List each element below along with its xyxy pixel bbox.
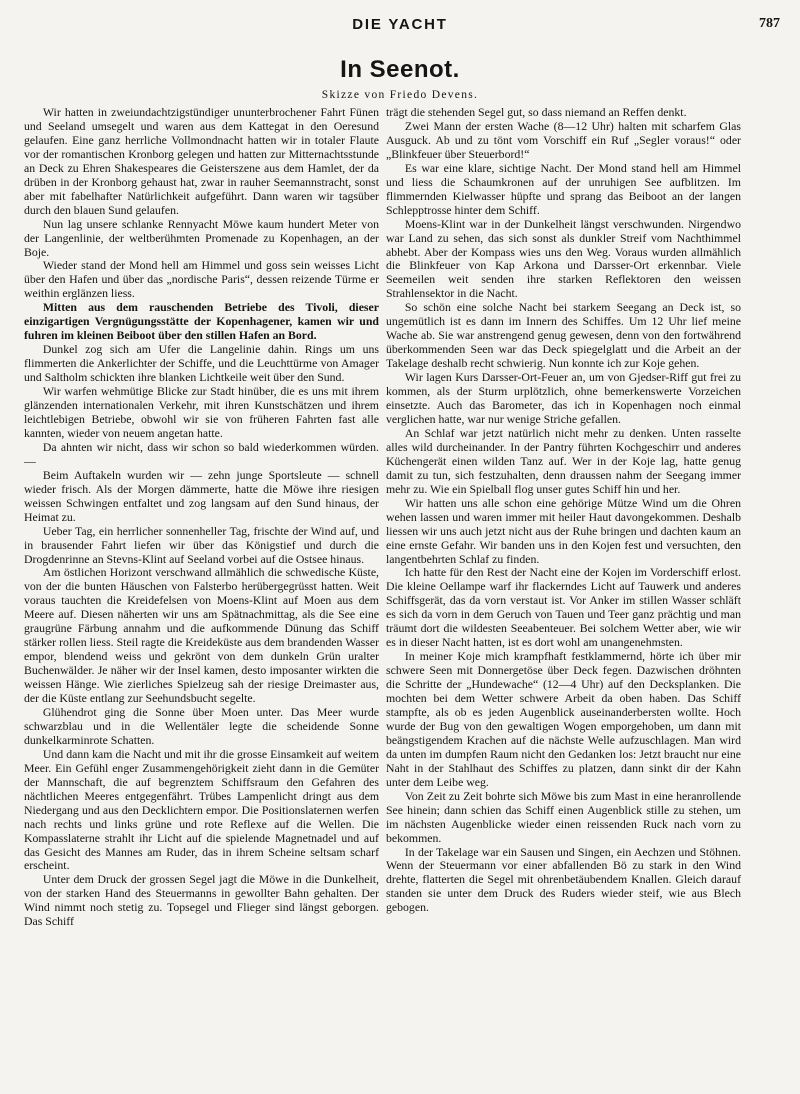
paragraph: Nun lag unsere schlanke Rennyacht Möwe kaum hundert Meter von der Langenlinie, der weltberühmten Promenade zu Kopenhagen, an der Boje. [24, 216, 379, 259]
paragraph: Von Zeit zu Zeit bohrte sich Möwe bis zum Mast in eine heranrollende See hinein; dann schien das Schiff einen Augenblick stille zu stehen, um im nächsten Augenblicke wieder einen reissenden Ruck nach vorn zu bekommen. [386, 788, 741, 845]
paragraph: Dunkel zog sich am Ufer die Langelinie dahin. Rings um uns flimmerten die Ankerlichter der Schiffe, und die Leuchttürme von Amager und Saltholm schickten ihre blanken Lichtkeile weit über den Sund. [24, 342, 379, 385]
paragraph: Ueber Tag, ein herrlicher sonnenheller Tag, frischte der Wind auf, und in brausender Fahrt liefen wir über das Königstief und durch die Drogdenrinne an Stevns-Klint auf Seeland vorbei auf die Ostsee hinaus. [24, 523, 379, 566]
paragraph: Wir warfen wehmütige Blicke zur Stadt hinüber, die es uns mit ihrem glänzenden internationalen Verkehr, mit ihren Kunstschätzen und ihrem leichtlebigen Betriebe, obwohl wir sie von früheren Fahrten fast alle kannten, wieder von neuem angetan hatte. [24, 384, 379, 440]
paragraph: In meiner Koje mich krampfhaft festklammernd, hörte ich über mir schwere Seen mit Donnergetöse über Deck fegen. Dazwischen dröhnten die Schritte der „Hundewache“ (12—4 Uhr) auf den Decksplanken. Die mochten bei dem Wetter schwere Arbeit da oben haben. Das Schiff stampfte, als ob es jeden Augenblick auseinanderbersten wollte. Hoch wurde der Bug von den gewaltigen Wogen emporgehoben, um dann mit beängstigendem Krachen auf die nächste Welle aufzuschlagen. Man wird da unten im dumpfen Raum nicht den Gedanken los: Jetzt braucht nur eine Naht in der Stahlhaut des Schiffes zu platzen, dann sinkt dir der Kahn unter dem Leibe weg. [386, 649, 741, 789]
paragraph: trägt die stehenden Segel gut, so dass niemand an Reffen denkt. [386, 105, 687, 119]
paragraph: Wieder stand der Mond hell am Himmel und goss sein weisses Licht über den Hafen und über das „nordische Paris“, dessen reizende Türme er weithin erglänzen liess. [24, 258, 379, 301]
page-number: 787 [759, 16, 780, 31]
paragraph: Beim Auftakeln wurden wir — zehn junge Sportsleute — schnell wieder frisch. Als der Morgen dämmerte, hatte die Möwe ihre riesigen weissen Schwingen entfaltet und zog langsam auf den Sund hinaus, der Heimat zu. [24, 467, 379, 524]
paragraph: Am östlichen Horizont verschwand allmählich die schwedische Küste, von der die bunten Häuschen von Falsterbo herübergegrüsst hatten. Weit voraus tauchten die Kreidefelsen von Moens-Klint auf Moen aus dem Meere auf. Diesen näherten wir uns am Spätnachmittag, als die See eine graugrüne Färbung annahm und die aufkommende Dünung das Schiff stärker rollen liess. Steil ragte die Kreideküste aus dem brandenden Wasser empor, blendend weiss und gekrönt von dem dunkeln Grün uralter Buchenwälder. Je näher wir der Insel kamen, desto imposanter wirkten die weissen Hänge. Wie zierliches Spielzeug sah der riesige Dreimaster aus, der die Küste entlang zur Seehundsbucht segelte. [24, 565, 379, 706]
paragraph: In der Takelage war ein Sausen und Singen, ein Aechzen und Stöhnen. Wenn der Steuermann vor einer abfallenden Bö zu stark in den Wind drehte, flatterten die Segel mit ohrenbetäubendem Knallen. Gleich darauf standen sie unter dem Druck des Ruders wieder steif, wie aus Blech gebogen. [386, 844, 741, 915]
article-byline: Skizze von Friedo Devens. [321, 89, 479, 101]
paragraph: Wir hatten uns alle schon eine gehörige Mütze Wind um die Ohren wehen lassen und waren immer mit heiler Haut davongekommen. Deshalb liessen wir uns auch jetzt nicht aus der Ruhe bringen und dachten kaum an eine ernste Gefahr. Wir banden uns in den Kojen fest und versuchten, den langentbehrten Schlaf zu finden. [386, 495, 741, 566]
left-column [24, 106, 379, 929]
paragraph: An Schlaf war jetzt natürlich nicht mehr zu denken. Unten rasselte alles wild durcheinander. In der Pantry führten Kochgeschirr und anderes Küchengerät einen wilden Tanz auf. Wer in der Koje lag, hatte genug damit zu tun, sich festzuhalten, denn draussen nahm der Seegang immer mehr zu. Wie ein Spielball flog unser gutes Schiff hin und her. [386, 425, 741, 496]
paragraph: Unter dem Druck der grossen Segel jagt die Möwe in die Dunkelheit, von der starken Hand des Steuermanns in gewollter Bahn gehalten. Der Wind nimmt noch stetig zu. Topsegel und Flieger sind längst geborgen. Das Schiff [24, 872, 379, 929]
paragraph: Mitten aus dem rauschenden Betriebe des Tivoli, dieser einzigartigen Vergnügungsstätte der Kopenhagener, kamen wir und fuhren im kleinen Beiboot über den stillen Hafen an Bord. [24, 300, 379, 343]
right-column [386, 106, 741, 915]
paragraph: Ich hatte für den Rest der Nacht eine der Kojen im Vorderschiff erlost. Die kleine Oellampe warf ihr flackerndes Licht auf Tauwerk und anderes Schiffsgerät, das da vorn verstaut ist. Vor Anker im stillen Wasser schläft es sich da vorn in dem Geruch von Tauen und Teer ganz prächtig und man träumt dort die wildesten Seeabenteuer. Bei solchem Wetter aber, wie wir es in dieser Nacht hatten, ist es dort wohl am unangenehmsten. [386, 565, 741, 650]
article-title: In Seenot. [340, 56, 460, 83]
paragraph: Und dann kam die Nacht und mit ihr die grosse Einsamkeit auf weitem Meer. Ein Gefühl enger Zusammengehörigkeit zieht dann in die Gemüter der Mannschaft, die auf begrenztem Schiffsraum den Gefahren des nächtlichen Meeres entgegenfährt. Trübes Lampenlicht dringt aus dem Niedergang und aus den Decklichtern empor. Die Positionslaternen werfen nach rechts und links grüne und rote Reflexe auf die Wellen. Die Kompasslaterne strahlt ihr Licht auf die spielende Magnetnadel und auf das Gesicht des Mannes am Ruder, das in ihrem Scheine seltsam scharf erscheint. [24, 746, 379, 873]
paragraph: So schön eine solche Nacht bei starkem Seegang an Deck ist, so ungemütlich ist es dann im Innern des Schiffes. Um 12 Uhr lief meine Wache ab. Sie war anstrengend genug gewesen, denn von den fortwährend überkommenden Seen war das Deck spiegelglatt und die Arbeit an der Takelage deshalb recht schwierig. Nun konnte ich zur Koje gehen. [386, 300, 741, 371]
paragraph: Wir lagen Kurs Darsser-Ort-Feuer an, um von Gjedser-Riff gut frei zu kommen, als der Sturm urplötzlich, ohne bemerkenswerte Vorzeichen einsetzte. Auch das Barometer, das ich in Kopenhagen noch einmal verglichen hatte, war nur wenige Striche gefallen. [386, 370, 741, 426]
paragraph: Es war eine klare, sichtige Nacht. Der Mond stand hell am Himmel und liess die Schaumkronen auf der unruhigen See aufblitzen. Im flimmernden Kielwasser hüpfte und sprang das Beiboot an der langen Schlepptrosse hinter dem Schiff. [386, 160, 741, 217]
paragraph: Da ahnten wir nicht, dass wir schon so bald wiederkommen würden. — [24, 439, 379, 468]
paragraph: Glühendrot ging die Sonne über Moen unter. Das Meer wurde schwarzblau und in die Wellentäler legte die scheidende Sonne dunkelkarminrote Schatten. [24, 704, 379, 747]
paragraph: Wir hatten in zweiundachtzigstündiger ununterbrochener Fahrt Fünen und Seeland umsegelt und waren aus dem Kattegat in den Oeresund gelaufen. Eine ganz herrliche Vollmondnacht hatten wir in totaler Flaute vor der romantischen Kronborg gelegen und hatten zur Mitternachtsstunde an Deck zu Ehren Shakespeares die Geisterszene aus dem Hamlet, der da drüben in der Kronborg gehaust hat, zwar in rauher Seemannstracht, sonst aber mit fabelhafter Natürlichkeit aufgeführt. Dann waren wir tagsüber durch den blauen Sund gelaufen. [24, 105, 379, 217]
running-head [0, 16, 800, 38]
magazine-title: DIE YACHT [352, 16, 448, 33]
paragraph: Zwei Mann der ersten Wache (8—12 Uhr) halten mit scharfem Glas Ausguck. Ab und zu tönt vom Vorschiff ein Ruf „Segler voraus!“ oder „Blinkfeuer über Steuerbord!“ [386, 118, 741, 161]
paragraph: Moens-Klint war in der Dunkelheit längst verschwunden. Nirgendwo war Land zu sehen, das sich sonst als dunkler Streif vom Nachthimmel abhebt. Aber der Kompass wies uns den Weg. Voraus wurden allmählich die Blinkfeuer von Kap Arkona und Darsser-Ort erkennbar. Viele Seemeilen weit senden ihre starken Reflektoren den weissen Strahlensektor in die Nacht. [386, 216, 741, 301]
